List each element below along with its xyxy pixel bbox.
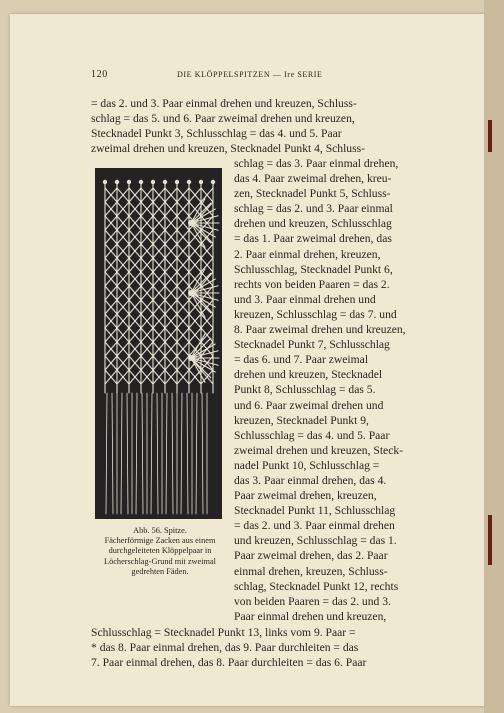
lace-hanging-thread xyxy=(106,393,107,514)
text-line: schlag, Stecknadel Punkt 12, rechts xyxy=(234,579,399,593)
caption-title: Abb. 56. Spitze. xyxy=(133,526,187,535)
text-line: Paar einmal drehen und kreuzen, xyxy=(234,609,387,623)
text-line: = das 6. und 7. Paar zweimal xyxy=(234,353,369,367)
text-line: 2. Paar einmal drehen, kreuzen, xyxy=(234,247,381,261)
running-title: DIE KLÖPPELSPITZEN — Ire SERIE xyxy=(177,70,323,79)
lace-fan-center xyxy=(188,355,194,361)
text-line: zweimal drehen und kreuzen, Stecknadel Punkt 4, Schluss- xyxy=(91,142,365,156)
lace-illustration xyxy=(95,168,222,519)
lace-fan-center xyxy=(188,220,194,226)
lace-knot xyxy=(151,180,155,184)
page-edge-mark xyxy=(488,515,492,565)
lace-knot xyxy=(175,180,179,184)
lace-knot xyxy=(163,180,167,184)
text-line: schlag = das 3. Paar einmal drehen, xyxy=(234,157,399,170)
text-line: Punkt 8, Schlusschlag = das 5. xyxy=(234,383,376,397)
text-line: einmal drehen, kreuzen, Schluss- xyxy=(234,564,388,578)
page-number: 120 xyxy=(91,69,108,80)
lace-knot xyxy=(127,180,131,184)
text-line: schlag = das 5. und 6. Paar zweimal drehen und kreuzen, xyxy=(91,112,355,126)
lace-hanging-thread xyxy=(172,393,173,514)
text-line: Stecknadel Punkt 11, Schlusschlag xyxy=(234,504,396,518)
text-line: und 3. Paar einmal drehen und xyxy=(234,292,376,306)
lace-knot xyxy=(139,180,143,184)
text-line: 7. Paar einmal drehen, das 8. Paar durchleiten = das 6. Paar xyxy=(91,656,367,670)
page-edge xyxy=(484,0,504,713)
lace-hanging-thread xyxy=(151,393,152,514)
text-line: = das 2. und 3. Paar einmal drehen xyxy=(234,519,395,533)
figure-caption xyxy=(90,526,230,577)
text-line: * das 8. Paar einmal drehen, das 9. Paar durchleiten = das xyxy=(91,641,359,655)
text-line: Stecknadel Punkt 3, Schlusschlag = das 4. und 5. Paar xyxy=(91,127,342,141)
lace-knot xyxy=(187,180,191,184)
text-line: das 4. Paar zweimal drehen, kreu- xyxy=(234,172,392,186)
text-block-bottom xyxy=(91,625,431,670)
lace-hanging-thread xyxy=(157,393,158,514)
lace-hanging-thread xyxy=(121,393,122,514)
lace-hanging-thread xyxy=(166,393,167,514)
lace-knot xyxy=(199,180,203,184)
text-line: Schlusschlag = das 4. und 5. Paar xyxy=(234,428,390,442)
lace-hanging-thread xyxy=(112,393,113,514)
text-line: = das 2. und 3. Paar einmal drehen und kreuzen, Schluss- xyxy=(91,97,357,110)
caption-line: Fächerförmige Zacken aus einem xyxy=(104,536,216,546)
text-block-right xyxy=(234,156,431,624)
lace-pattern-image xyxy=(95,168,222,519)
lace-hanging-thread xyxy=(127,393,128,514)
text-line: und 6. Paar zweimal drehen und xyxy=(234,398,384,412)
text-block-top xyxy=(91,96,431,156)
caption-line: gedrehten Fäden. xyxy=(131,566,189,576)
text-line: Paar zweimal drehen, das 2. Paar xyxy=(234,549,388,563)
text-line: zweimal drehen und kreuzen, Steck- xyxy=(234,443,404,457)
page-header xyxy=(91,69,431,81)
text-line: 8. Paar zweimal drehen und kreuzen, xyxy=(234,323,406,337)
lace-fan-center xyxy=(188,290,194,296)
lace-hanging-thread xyxy=(142,393,143,514)
lace-hanging-thread xyxy=(196,393,197,514)
lace-hanging-thread xyxy=(202,393,203,514)
lace-knot xyxy=(103,180,107,184)
text-line: = das 1. Paar zweimal drehen, das xyxy=(234,232,392,246)
text-line: nadel Punkt 10, Schlusschlag = xyxy=(234,458,380,472)
text-line: Stecknadel Punkt 7, Schlusschlag xyxy=(234,338,390,352)
text-line: Paar zweimal drehen, kreuzen, xyxy=(234,489,377,503)
lace-hanging-thread xyxy=(136,393,137,514)
lace-hanging-thread xyxy=(181,393,182,514)
text-line: kreuzen, Schlusschlag = das 7. und xyxy=(234,307,397,321)
lace-knot xyxy=(115,180,119,184)
text-line: und kreuzen, Schlusschlag = das 1. xyxy=(234,534,397,548)
text-line: Schlusschlag = Stecknadel Punkt 13, links vom 9. Paar = xyxy=(91,626,356,639)
caption-line: Löcherschlag-Grund mit zweimal xyxy=(104,556,216,566)
lace-knot xyxy=(211,180,215,184)
caption-line: durchgeleiteten Klöppelpaar in xyxy=(108,546,212,556)
text-line: Schlusschlag, Stecknadel Punkt 6, xyxy=(234,262,393,276)
text-line: kreuzen, Stecknadel Punkt 9, xyxy=(234,413,369,427)
text-line: rechts von beiden Paaren = das 2. xyxy=(234,277,390,291)
page-edge-mark xyxy=(488,120,492,152)
text-line: drehen und kreuzen, Schlusschlag xyxy=(234,217,392,231)
text-line: drehen und kreuzen, Stecknadel xyxy=(234,368,383,382)
text-line: schlag = das 2. und 3. Paar einmal xyxy=(234,202,393,216)
text-line: das 3. Paar einmal drehen, das 4. xyxy=(234,473,387,487)
lace-hanging-thread xyxy=(187,393,188,514)
text-line: von beiden Paaren = das 2. und 3. xyxy=(234,594,391,608)
text-line: zen, Stecknadel Punkt 5, Schluss- xyxy=(234,187,391,201)
